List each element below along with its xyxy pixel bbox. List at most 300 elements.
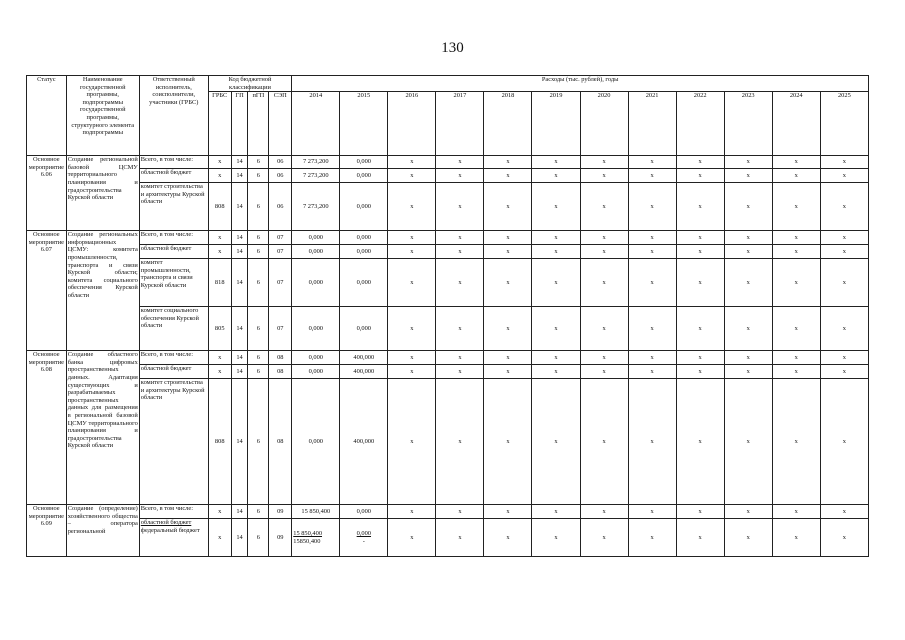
code-cell-pgp: 6: [248, 519, 269, 557]
value-text: x: [602, 507, 606, 515]
value-cell: [628, 169, 676, 183]
value-cell: [676, 379, 724, 505]
value-text: x: [698, 158, 702, 166]
value-cell: [436, 259, 484, 307]
value-cell: [484, 259, 532, 307]
value-text: x: [602, 353, 606, 361]
value-cell: [532, 259, 580, 307]
value-text: x: [602, 437, 606, 445]
table-row: [27, 379, 869, 505]
value-cell: [484, 351, 532, 365]
value-text: 7 273,200: [302, 158, 329, 166]
header-responsible: Ответственный исполнитель, соисполнители, участники (ГРБС): [139, 76, 208, 156]
value-cell: [484, 245, 532, 259]
value-cell: [388, 505, 436, 519]
code-cell-pgp: 6: [248, 307, 269, 351]
responsible-label: комитет промышленности, транспорта и связи Курской области: [140, 259, 193, 289]
status-cell: Основное мероприятие 6.07: [27, 231, 67, 351]
value-cell: [724, 259, 772, 307]
value-text: x: [650, 247, 654, 255]
value-text: x: [506, 171, 510, 179]
value-cell: [580, 365, 628, 379]
code-cell-grbs: x: [208, 231, 231, 245]
value-text: x: [458, 324, 462, 332]
value-text: x: [746, 324, 750, 332]
header-expenses: Расходы (тыс. рублей), годы: [292, 76, 869, 92]
value-text: 0,000: [308, 353, 323, 361]
code-cell-sep: 08: [269, 351, 292, 365]
value-cell: [340, 259, 388, 307]
value-cell: [580, 307, 628, 351]
value-text: x: [458, 367, 462, 375]
value-cell: [580, 183, 628, 231]
value-cell: [532, 351, 580, 365]
status-cell: Основное мероприятие 6.09: [27, 505, 67, 557]
value-cell: [436, 307, 484, 351]
code-cell-gp: 14: [231, 351, 248, 365]
value-cell: [628, 505, 676, 519]
value-text: x: [554, 278, 558, 286]
value-cell: [484, 365, 532, 379]
value-text: x: [698, 247, 702, 255]
value-text: x: [794, 533, 798, 541]
code-cell-sep: 09: [269, 505, 292, 519]
value-text: 0,000: [356, 247, 372, 255]
value-text: x: [506, 278, 510, 286]
value-text: 0,000: [356, 202, 372, 210]
value-text: 0,000: [308, 247, 323, 255]
value-text: 0,000: [356, 233, 372, 241]
table-row: [27, 259, 869, 307]
header-budget-code: Код бюджетной классификации: [208, 76, 292, 92]
value-cell: [436, 519, 484, 557]
responsible-label-secondary: федеральный бюджет: [140, 526, 200, 534]
responsible-label: Всего, в том числе:: [140, 156, 193, 164]
value-cell: [484, 379, 532, 505]
header-year: 2020: [580, 92, 628, 156]
value-text: x: [554, 324, 558, 332]
value-text: 0,000: [356, 278, 372, 286]
value-text: x: [650, 324, 654, 332]
value-text: x: [506, 202, 510, 210]
budget-table: [26, 75, 869, 557]
code-cell-pgp: 6: [248, 245, 269, 259]
code-cell-sep: 07: [269, 245, 292, 259]
value-cell: [772, 365, 820, 379]
value-text: x: [506, 437, 510, 445]
table-row: [27, 156, 869, 169]
value-cell: [436, 365, 484, 379]
value-text: x: [746, 202, 750, 210]
value-text: x: [554, 437, 558, 445]
code-cell-grbs: 805: [208, 307, 231, 351]
code-cell-sep: 06: [269, 156, 292, 169]
value-text: x: [842, 233, 846, 241]
value-cell: [484, 231, 532, 245]
value-text: x: [458, 278, 462, 286]
value-text: x: [458, 158, 462, 166]
value-text: x: [650, 353, 654, 361]
value-text: x: [506, 533, 510, 541]
header-code: ГП: [231, 92, 248, 156]
value-cell: [388, 183, 436, 231]
code-cell-gp: 14: [231, 156, 248, 169]
value-text: x: [602, 171, 606, 179]
value-text: x: [506, 158, 510, 166]
code-cell-grbs: x: [208, 156, 231, 169]
value-cell: [628, 245, 676, 259]
responsible-label: Всего, в том числе:: [140, 505, 193, 513]
value-cell: [676, 245, 724, 259]
code-cell-sep: 08: [269, 365, 292, 379]
value-text: x: [458, 233, 462, 241]
value-cell: [724, 156, 772, 169]
value-text: x: [410, 158, 414, 166]
value-cell: [292, 259, 340, 307]
responsible-cell: [139, 183, 208, 231]
value-cell: [292, 519, 340, 557]
code-cell-sep: 06: [269, 169, 292, 183]
responsible-cell: [139, 245, 208, 259]
table-row: [27, 183, 869, 231]
value-cell: [724, 505, 772, 519]
value-cell: [340, 231, 388, 245]
code-cell-gp: 14: [231, 379, 248, 505]
value-text: x: [794, 158, 798, 166]
header-year: 2022: [676, 92, 724, 156]
value-cell: [340, 505, 388, 519]
value-cell: [532, 519, 580, 557]
value-cell: [676, 307, 724, 351]
code-cell-grbs: x: [208, 169, 231, 183]
value-text: x: [410, 507, 414, 515]
code-cell-gp: 14: [231, 307, 248, 351]
page-number: 130: [441, 40, 464, 56]
value-cell: [292, 505, 340, 519]
header-year: 2021: [628, 92, 676, 156]
value-text: 0,000: [356, 530, 372, 538]
value-cell: [580, 351, 628, 365]
value-text: x: [602, 324, 606, 332]
value-cell: [532, 307, 580, 351]
value-cell: [676, 231, 724, 245]
value-cell: [340, 183, 388, 231]
value-cell: [340, 307, 388, 351]
value-cell: [388, 169, 436, 183]
value-text: x: [602, 233, 606, 241]
code-cell-pgp: 6: [248, 156, 269, 169]
value-cell: [628, 259, 676, 307]
value-cell: [388, 259, 436, 307]
value-text: x: [506, 367, 510, 375]
value-cell: [292, 231, 340, 245]
value-cell: [340, 365, 388, 379]
value-cell: [484, 169, 532, 183]
header-name: Наименование государственной программы, подпрограммы государственной программы, структурного элемента подпрограммы: [66, 76, 139, 156]
value-cell: [484, 183, 532, 231]
value-cell: [676, 351, 724, 365]
responsible-cell: [139, 519, 208, 557]
value-cell: [388, 519, 436, 557]
value-text: x: [602, 247, 606, 255]
value-cell: [388, 365, 436, 379]
value-text: x: [650, 367, 654, 375]
value-text: x: [602, 367, 606, 375]
value-cell: [436, 351, 484, 365]
value-cell: [388, 245, 436, 259]
value-text: x: [506, 324, 510, 332]
value-text: x: [458, 247, 462, 255]
name-cell: Создание региональной базовой ЦСМУ территориального планирования и градостроительства Курской области: [66, 156, 139, 231]
value-text: x: [842, 507, 846, 515]
value-text: x: [602, 158, 606, 166]
value-cell: [628, 519, 676, 557]
value-cell: [532, 231, 580, 245]
header-year: 2018: [484, 92, 532, 156]
value-cell: [580, 519, 628, 557]
value-cell: [628, 365, 676, 379]
value-text: 0,000: [356, 158, 372, 166]
code-cell-pgp: 6: [248, 231, 269, 245]
code-cell-gp: 14: [231, 231, 248, 245]
header-code: ГРБС: [208, 92, 231, 156]
value-text: x: [794, 324, 798, 332]
value-cell: [724, 245, 772, 259]
code-cell-pgp: 6: [248, 365, 269, 379]
responsible-cell: [139, 231, 208, 245]
value-text: x: [554, 247, 558, 255]
value-text: x: [458, 533, 462, 541]
value-cell: [772, 351, 820, 365]
value-cell: [532, 379, 580, 505]
table-row: [27, 169, 869, 183]
value-text: x: [602, 533, 606, 541]
value-cell: [628, 351, 676, 365]
responsible-cell: [139, 505, 208, 519]
responsible-label: областной бюджет: [140, 519, 192, 527]
code-cell-grbs: 808: [208, 183, 231, 231]
value-text: x: [554, 171, 558, 179]
value-cell: [628, 231, 676, 245]
value-text: x: [698, 367, 702, 375]
value-cell: [724, 231, 772, 245]
value-cell: [292, 365, 340, 379]
code-cell-sep: 07: [269, 231, 292, 245]
responsible-label: комитет строительства и архитектуры Курской области: [140, 379, 205, 402]
value-cell: [820, 519, 868, 557]
value-text: x: [698, 202, 702, 210]
value-text: x: [842, 437, 846, 445]
value-text: x: [842, 278, 846, 286]
value-text: x: [746, 533, 750, 541]
value-text: x: [650, 233, 654, 241]
table-body: [27, 156, 869, 557]
table-row: [27, 351, 869, 365]
value-cell: [580, 259, 628, 307]
value-cell: [820, 505, 868, 519]
header-code: пГП: [248, 92, 269, 156]
value-text: x: [842, 202, 846, 210]
value-text-secondary: 15850,400: [293, 537, 321, 545]
value-cell: [628, 183, 676, 231]
value-cell: [484, 156, 532, 169]
value-cell: [532, 505, 580, 519]
value-cell: [820, 307, 868, 351]
value-text: x: [794, 202, 798, 210]
value-cell: [820, 245, 868, 259]
value-text: x: [650, 507, 654, 515]
value-text: x: [506, 507, 510, 515]
value-text: x: [698, 171, 702, 179]
value-text: 15 850,400: [301, 507, 331, 515]
table-row: [27, 505, 869, 519]
value-cell: [436, 231, 484, 245]
code-cell-gp: 14: [231, 505, 248, 519]
value-text: x: [746, 507, 750, 515]
code-cell-pgp: 6: [248, 169, 269, 183]
value-text: x: [794, 171, 798, 179]
value-cell: [580, 169, 628, 183]
value-text: x: [410, 353, 414, 361]
value-text: x: [746, 171, 750, 179]
value-cell: [388, 379, 436, 505]
value-cell: [292, 183, 340, 231]
header-year: 2024: [772, 92, 820, 156]
code-cell-gp: 14: [231, 183, 248, 231]
value-text: x: [842, 324, 846, 332]
value-text: x: [842, 171, 846, 179]
value-cell: [388, 307, 436, 351]
value-cell: [436, 379, 484, 505]
value-text: x: [746, 353, 750, 361]
value-cell: [388, 351, 436, 365]
value-cell: [820, 379, 868, 505]
value-cell: [340, 169, 388, 183]
value-cell: [724, 169, 772, 183]
value-text: x: [650, 158, 654, 166]
code-cell-grbs: x: [208, 519, 231, 557]
header-year: 2019: [532, 92, 580, 156]
table-row: [27, 231, 869, 245]
name-cell: Создание региональных информационных ЦСМУ: комитета промышленности, транспорта и связи Курской области; комитета социального обеспечения Курской области: [66, 231, 139, 351]
code-cell-sep: 09: [269, 519, 292, 557]
value-cell: [676, 259, 724, 307]
table-row: [27, 519, 869, 557]
value-text: 0,000: [308, 437, 323, 445]
value-text: 7 273,200: [302, 202, 329, 210]
value-text: x: [746, 278, 750, 286]
code-cell-sep: 07: [269, 259, 292, 307]
value-text: x: [506, 353, 510, 361]
status-cell: Основное мероприятие 6.08: [27, 351, 67, 505]
value-text: x: [794, 437, 798, 445]
responsible-label: Всего, в том числе:: [140, 231, 193, 239]
header-code: СЭП: [269, 92, 292, 156]
header-year: 2017: [436, 92, 484, 156]
value-text: x: [410, 171, 414, 179]
value-text: x: [458, 202, 462, 210]
value-cell: [292, 169, 340, 183]
value-text: x: [650, 171, 654, 179]
header-year: 2014: [292, 92, 340, 156]
value-cell: [820, 169, 868, 183]
code-cell-gp: 14: [231, 259, 248, 307]
value-text: x: [410, 247, 414, 255]
value-cell: [676, 519, 724, 557]
value-text: x: [650, 533, 654, 541]
header-year: 2025: [820, 92, 868, 156]
value-cell: [628, 156, 676, 169]
value-cell: [436, 245, 484, 259]
status-cell: Основное мероприятие 6.06: [27, 156, 67, 231]
value-text: x: [410, 437, 414, 445]
value-text: x: [746, 247, 750, 255]
value-text: x: [650, 202, 654, 210]
value-cell: [484, 307, 532, 351]
code-cell-grbs: x: [208, 505, 231, 519]
value-cell: [724, 183, 772, 231]
responsible-cell: [139, 365, 208, 379]
value-text: x: [746, 158, 750, 166]
code-cell-gp: 14: [231, 245, 248, 259]
value-cell: [580, 379, 628, 505]
value-text: x: [602, 202, 606, 210]
value-cell: [532, 169, 580, 183]
value-text: x: [506, 233, 510, 241]
value-cell: [772, 519, 820, 557]
value-cell: [772, 183, 820, 231]
value-text: x: [698, 324, 702, 332]
value-text: x: [410, 367, 414, 375]
value-text: x: [410, 202, 414, 210]
value-cell: [772, 169, 820, 183]
code-cell-grbs: 808: [208, 379, 231, 505]
code-cell-gp: 14: [231, 519, 248, 557]
code-cell-sep: 08: [269, 379, 292, 505]
value-text: x: [842, 367, 846, 375]
value-text: 0,000: [308, 278, 323, 286]
value-cell: [436, 183, 484, 231]
value-cell: [628, 379, 676, 505]
value-cell: [820, 183, 868, 231]
value-cell: [820, 156, 868, 169]
value-cell: [724, 307, 772, 351]
value-cell: [772, 156, 820, 169]
value-text: x: [458, 437, 462, 445]
value-text: x: [554, 367, 558, 375]
value-cell: [340, 351, 388, 365]
value-cell: [436, 156, 484, 169]
value-cell: [532, 183, 580, 231]
value-cell: [484, 505, 532, 519]
responsible-cell: [139, 307, 208, 351]
code-cell-gp: 14: [231, 169, 248, 183]
value-text: 0,000: [356, 171, 372, 179]
value-text: x: [602, 278, 606, 286]
value-cell: [340, 245, 388, 259]
value-text: x: [410, 533, 414, 541]
value-text: x: [794, 353, 798, 361]
value-text: 400,000: [353, 367, 375, 375]
value-cell: [820, 351, 868, 365]
value-text: x: [794, 507, 798, 515]
value-text: x: [842, 533, 846, 541]
value-cell: [820, 231, 868, 245]
table-row: [27, 245, 869, 259]
value-cell: [724, 519, 772, 557]
responsible-label: комитет строительства и архитектуры Курской области: [140, 183, 205, 206]
value-text: x: [698, 353, 702, 361]
